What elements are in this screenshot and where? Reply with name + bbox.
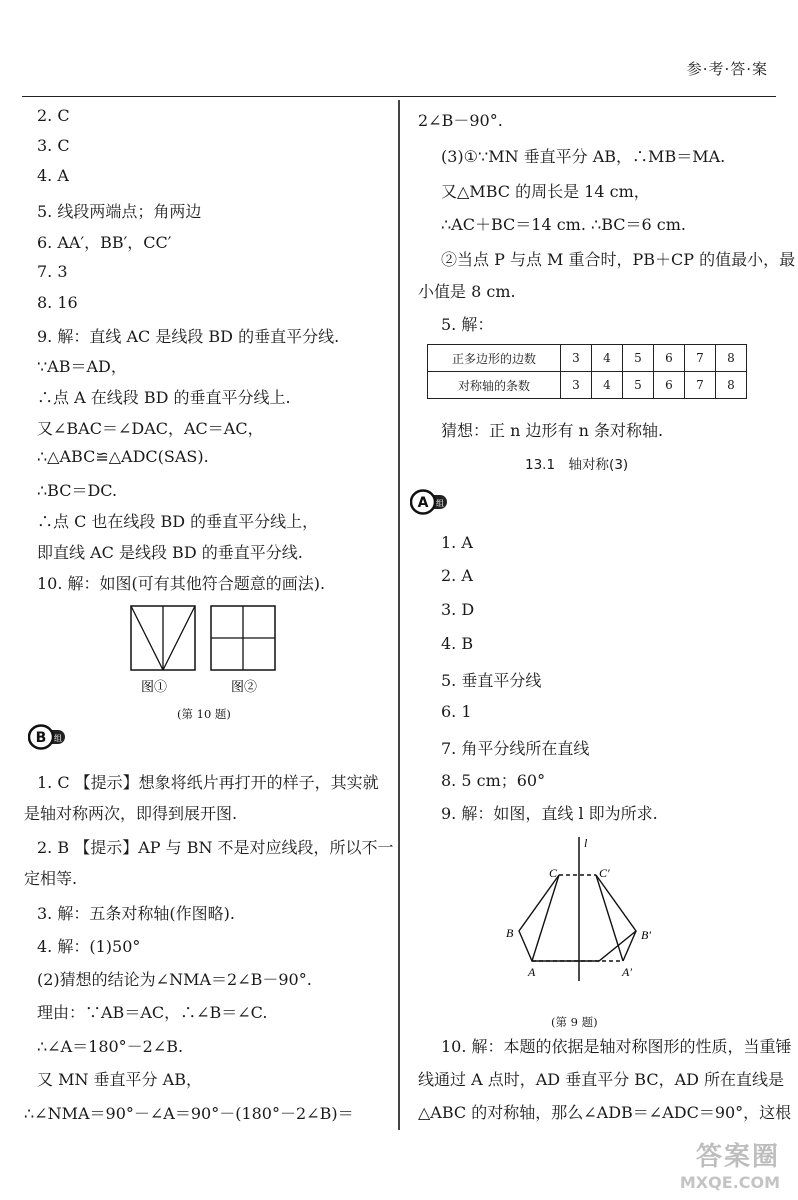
table-cell: 4 bbox=[592, 345, 623, 372]
answer-line: ∴BC＝DC. bbox=[37, 481, 118, 500]
answer-line: 9. 解：如图，直线 l 即为所求. bbox=[441, 804, 658, 823]
answer-line: 2. B 【提示】AP 与 BN 不是对应线段，所以不一 bbox=[37, 838, 394, 857]
answer-line: 4. A bbox=[37, 166, 69, 185]
column-divider bbox=[398, 100, 400, 1130]
label-Ap: A′ bbox=[622, 965, 632, 979]
answer-line: △ABC 的对称轴，那么∠ADB＝∠ADC＝90°，这根 bbox=[418, 1103, 792, 1122]
answer-line: ∴AC＋BC＝14 cm. ∴BC＝6 cm. bbox=[441, 215, 686, 234]
group-b-label: B组 bbox=[28, 724, 30, 725]
label-C: C bbox=[549, 866, 558, 880]
table-cell: 3 bbox=[561, 372, 592, 399]
answer-line: ∴点 A 在线段 BD 的垂直平分线上. bbox=[37, 388, 291, 407]
answer-line: 2∠B－90°. bbox=[418, 111, 503, 130]
segment-CA bbox=[532, 875, 559, 961]
label-l: l bbox=[584, 836, 588, 850]
table-cell: 8 bbox=[716, 372, 747, 399]
answer-line: 2. A bbox=[441, 566, 473, 585]
figure-9 bbox=[495, 833, 675, 983]
figure-caption: (第 9 题) bbox=[551, 1015, 598, 1029]
figure-10 bbox=[125, 603, 285, 698]
group-a-badge bbox=[410, 489, 450, 515]
answer-line: 10. 解：本题的依据是轴对称图形的性质，当重锤 bbox=[441, 1037, 792, 1056]
watermark-text: 答案圈 bbox=[695, 1142, 780, 1172]
answer-line: 6. 1 bbox=[441, 702, 472, 721]
segment-CpAp bbox=[596, 875, 623, 961]
svg-text:B: B bbox=[35, 730, 47, 746]
polygon-table bbox=[427, 344, 747, 399]
answer-line: 1. A bbox=[441, 533, 473, 552]
table-cell: 4 bbox=[592, 372, 623, 399]
page-header: 参·考·答·案 bbox=[686, 60, 768, 78]
header-rule bbox=[22, 96, 776, 97]
table-cell: 6 bbox=[654, 345, 685, 372]
answer-line: ∵AB＝AD， bbox=[37, 357, 127, 376]
answer-line: 9. 解：直线 AC 是线段 BD 的垂直平分线. bbox=[37, 327, 340, 346]
label-A: A bbox=[528, 965, 536, 979]
answer-line: 2. C bbox=[37, 106, 70, 125]
table-cell: 7 bbox=[685, 372, 716, 399]
table-cell: 3 bbox=[561, 345, 592, 372]
answer-line: 是轴对称两次，即得到展开图. bbox=[24, 804, 238, 823]
table-cell: 6 bbox=[654, 372, 685, 399]
answer-line: ②当点 P 与点 M 重合时，PB＋CP 的值最小，最 bbox=[441, 250, 796, 269]
answer-line: 3. C bbox=[37, 136, 70, 155]
answer-line: (2)猜想的结论为∠NMA＝2∠B－90°. bbox=[37, 970, 312, 989]
answer-line: 5. 线段两端点；角两边 bbox=[37, 202, 202, 221]
label-Cp: C′ bbox=[599, 866, 610, 880]
answer-line: 8. 5 cm；60° bbox=[441, 771, 546, 790]
answer-line: 10. 解：如图(可有其他符合题意的画法). bbox=[37, 574, 326, 593]
answer-line: 小值是 8 cm. bbox=[418, 282, 516, 301]
label-B: B bbox=[506, 926, 514, 940]
group-b-badge bbox=[28, 724, 68, 750]
label-Bp: B′ bbox=[641, 928, 651, 942]
answer-line: 4. 解：(1)50° bbox=[37, 937, 141, 956]
svg-text:组: 组 bbox=[436, 499, 444, 508]
answer-line: 又∠BAC＝∠DAC，AC＝AC， bbox=[37, 419, 264, 438]
answer-line: ∴∠NMA＝90°－∠A＝90°－(180°－2∠B)＝ bbox=[24, 1104, 354, 1123]
answer-line: 线通过 A 点时，AD 垂直平分 BC，AD 所在直线是 bbox=[418, 1070, 785, 1089]
answer-line: 即直线 AC 是线段 BD 的垂直平分线. bbox=[37, 543, 303, 562]
table-cell: 7 bbox=[685, 345, 716, 372]
answer-line: 又 MN 垂直平分 AB， bbox=[37, 1070, 202, 1089]
watermark-logo bbox=[660, 1136, 780, 1192]
table-cell: 5 bbox=[623, 372, 654, 399]
answer-line: 3. 解：五条对称轴(作图略). bbox=[37, 904, 235, 923]
answer-line: 1. C 【提示】想象将纸片再打开的样子，其实就 bbox=[37, 773, 379, 792]
answer-line: 8. 16 bbox=[37, 293, 78, 312]
svg-text:组: 组 bbox=[54, 734, 62, 743]
answer-line: 猜想：正 n 边形有 n 条对称轴. bbox=[441, 421, 664, 440]
answer-line: 3. D bbox=[441, 600, 475, 619]
answer-line: 4. B bbox=[441, 634, 474, 653]
table-cell: 8 bbox=[716, 345, 747, 372]
group-a-label: A组 bbox=[410, 489, 412, 490]
figure-caption: (第 10 题) bbox=[177, 707, 231, 721]
answer-line: ∴△ABC≌△ADC(SAS). bbox=[37, 447, 209, 466]
section-title: 13.1 轴对称(3) bbox=[525, 457, 629, 473]
answer-line: 7. 角平分线所在直线 bbox=[441, 739, 590, 758]
answer-line: 6. AA′，BB′，CC′ bbox=[37, 233, 172, 252]
answer-line: 5. 解： bbox=[441, 315, 494, 334]
answer-line: (3)①∵MN 垂直平分 AB，∴MB＝MA. bbox=[441, 147, 726, 166]
fig1-diagonal bbox=[131, 606, 163, 670]
table-cell: 正多边形的边数 bbox=[428, 345, 561, 372]
fig2-label: 图② bbox=[231, 679, 258, 694]
table-cell: 5 bbox=[623, 345, 654, 372]
table-row bbox=[428, 345, 747, 372]
watermark-url: MXQE.COM bbox=[679, 1173, 780, 1192]
table-cell: 对称轴的条数 bbox=[428, 372, 561, 399]
answer-line: 5. 垂直平分线 bbox=[441, 671, 542, 690]
table-row bbox=[428, 372, 747, 399]
answer-line: ∴∠A＝180°－2∠B. bbox=[37, 1037, 184, 1056]
answer-line: 定相等. bbox=[24, 869, 78, 888]
answer-line: 又△MBC 的周长是 14 cm， bbox=[441, 182, 650, 201]
fig1-label: 图① bbox=[141, 679, 168, 694]
answer-line: ∴点 C 也在线段 BD 的垂直平分线上， bbox=[37, 512, 319, 531]
fig1-diagonal bbox=[163, 606, 195, 670]
svg-text:A: A bbox=[417, 495, 429, 511]
answer-line: 理由：∵AB＝AC，∴∠B＝∠C. bbox=[37, 1003, 268, 1022]
answer-line: 7. 3 bbox=[37, 262, 68, 281]
